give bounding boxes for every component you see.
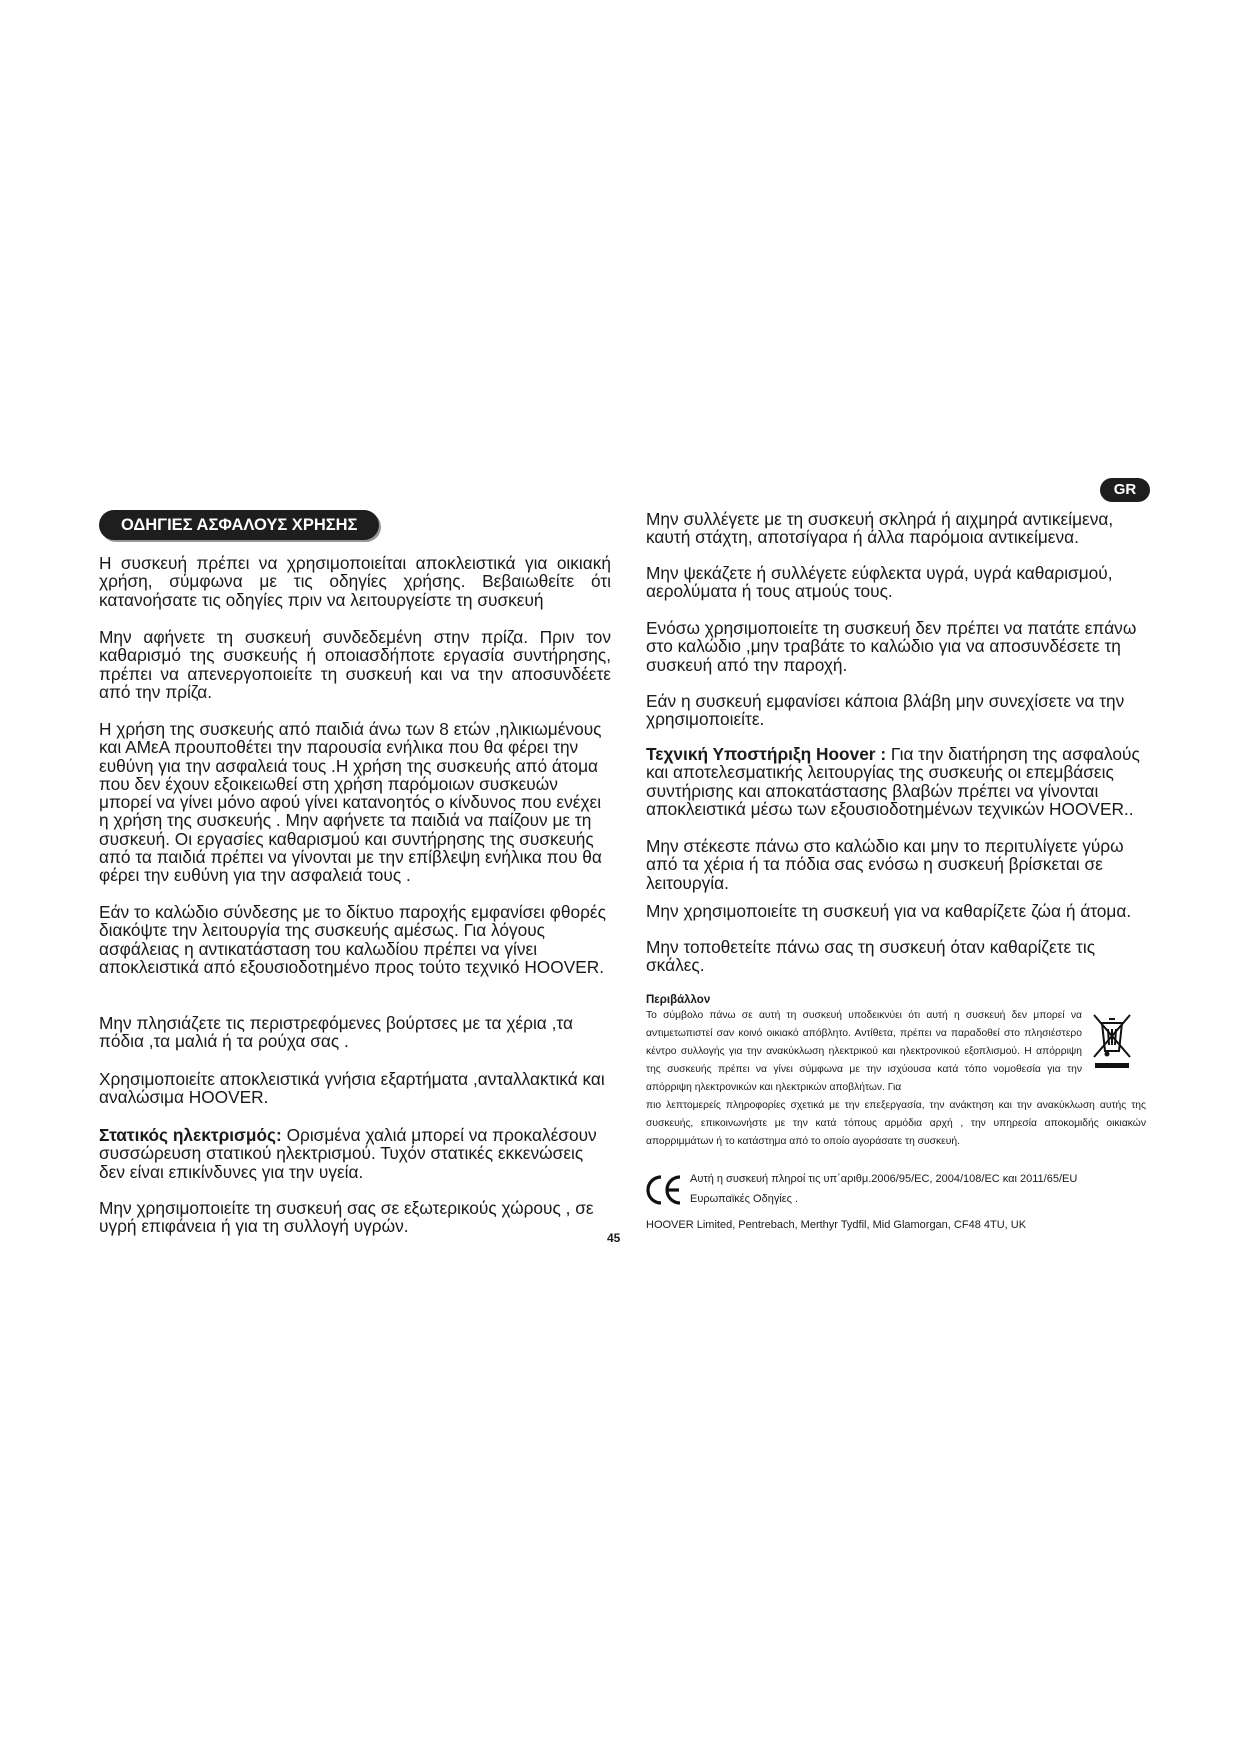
environment-text-a: Το σύμβολο πάνω σε αυτή τη συσκευή υποδεικνύει ότι αυτή η συσκευή δεν μπορεί να αντιμετωπιστεί σαν κοινό οικιακό απόβλητο. Αντίθετα, πρέπει να παραδοθεί στο πλησιέστερο κέντρο συλλογής για την ανακύκλωση ηλεκτρικού και ηλεκτρονικού εξοπλισμού. Η απόρριψη της συσκευής πρέπει να γίνει σύμφωνα με την ισχύουσα κατά τόπο νομοθεσία για την απόρριψη ηλεκτρονικών και ηλεκτρικών αποβλήτων. Για bbox=[646, 1010, 1082, 1093]
paragraph-unplug: Μην αφήνετε τη συσκευή συνδεδεμένη στην πρίζα. Πριν τον καθαρισμό της συσκευής ή οποιασδήποτε εργασία συντήρησης, πρέπει να απενεργοποιείτε τη συσκευή και να την αποσυνδέετε από την πρίζα. bbox=[99, 627, 611, 702]
manufacturer-address: HOOVER Limited, Pentrebach, Merthyr Tydfil, Mid Glamorgan, CF48 4TU, UK bbox=[646, 1219, 1027, 1231]
paragraph-genuine-parts: Χρησιμοποιείτε αποκλειστικά γνήσια εξαρτήματα ,ανταλλακτικά και αναλώσιμα HOOVER. bbox=[99, 1069, 605, 1108]
environment-text-b: πιο λεπτομερείς πληροφορίες σχετικά με την επεξεργασία, την ανάκτηση και την ανακύκλωση αυτής της συσκευής, επικοινωνήστε με την κατά τόπους αρμόδια αρχή , την υπηρεσία αποκομιδής οικιακών απορριμμάτων ή το κατάστημα από το οποίο αγοράσατε τη συσκευή. bbox=[646, 1100, 1146, 1147]
language-badge: GR bbox=[1100, 478, 1150, 502]
ce-compliance-line2: Ευρωπαϊκές Οδηγίες . bbox=[690, 1193, 799, 1205]
page-number: 45 bbox=[607, 1231, 621, 1245]
paragraph-cable-handling: Ενόσω χρησιμοποιείτε τη συσκευή δεν πρέπει να πατάτε επάνω στο καλώδιο ,μην τραβάτε το καλώδιο για να αποσυνδέσετε τη συσκευή από την παροχή. bbox=[646, 618, 1137, 675]
paragraph-sharp-objects: Μην συλλέγετε με τη συσκευή σκληρά ή αιχμηρά αντικείμενα, καυτή στάχτη, αποτσίγαρα ή άλλα παρόμοια αντικείμενα. bbox=[646, 509, 1114, 548]
environment-title: Περιβάλλον bbox=[646, 994, 711, 1006]
paragraph-flammable-liquids: Μην ψεκάζετε ή συλλέγετε εύφλεκτα υγρά, υγρά καθαρισμού, αερολύματα ή τους ατμούς τους. bbox=[646, 563, 1113, 602]
paragraph-static-electricity bbox=[99, 1126, 611, 1181]
paragraph-standing-on-cable: Μην στέκεστε πάνω στο καλώδιο και μην το περιτυλίγετε γύρω από τα χέρια ή τα πόδια σας ενόσω η συσκευή βρίσκεται σε λειτουργία. bbox=[646, 836, 1124, 893]
crossed-out-wheelie-bin-icon bbox=[1090, 1011, 1134, 1069]
paragraph-household-use: Η συσκευή πρέπει να χρησιμοποιείται αποκλειστικά για οικιακή χρήση, σύμφωνα με τις οδηγίες χρήσης. Βεβαιωθείτε ότι κατανοήσατε τις οδηγίες πριν να λειτουργείστε τη συσκευή bbox=[99, 553, 611, 610]
technical-support-label: Τεχνική Υποστήριξη Hoover : bbox=[646, 744, 887, 764]
paragraph-technical-support bbox=[646, 745, 1146, 818]
paragraph-animals-people: Μην χρησιμοποιείτε τη συσκευή για να καθαρίζετε ζώα ή άτομα. bbox=[646, 901, 1132, 921]
paragraph-rotating-brushes: Μην πλησιάζετε τις περιστρεφόμενες βούρτσες με τα χέρια ,τα πόδια ,τα μαλιά ή τα ρούχα σας . bbox=[99, 1013, 573, 1052]
static-electricity-label: Στατικός ηλεκτρισμός: bbox=[99, 1125, 282, 1145]
ce-mark-icon bbox=[644, 1173, 684, 1207]
paragraph-outdoor-use: Μην χρησιμοποιείτε τη συσκευή σας σε εξωτερικούς χώρους , σε υγρή επιφάνεια ή για τη συλλογή υγρών. bbox=[99, 1198, 594, 1237]
paragraph-fault: Εάν η συσκευή εμφανίσει κάποια βλάβη μην συνεχίσετε να την χρησιμοποιείτε. bbox=[646, 691, 1125, 730]
paragraph-damaged-cable: Εάν το καλώδιο σύνδεσης με το δίκτυο παροχής εμφανίσει φθορές διακόψτε την λειτουργία της συσκευής αμέσως. Για λόγους ασφάλειας η αντικατάσταση του καλωδίου πρέπει να γίνει αποκλειστικά από εξουσιοδοτημένο προς τούτο τεχνικό HOOVER. bbox=[99, 902, 606, 977]
technical-support-text: Για την διατήρηση της ασφαλούς και αποτελεσματικής λειτουργίας της συσκευής οι επεμβάσεις συντήρισης και αποκατάστασης βλαβών πρέπει να γίνονται αποκλειστικά μέσω των εξουσιοδοτημένων τεχνικών HOOVER.. bbox=[646, 744, 1140, 819]
paragraph-stairs: Μην τοποθετείτε πάνω σας τη συσκευή όταν καθαρίζετε τις σκάλες. bbox=[646, 937, 1096, 976]
static-electricity-text: Ορισμένα χαλιά μπορεί να προκαλέσουν συσσώρευση στατικού ηλεκτρισμού. Τυχόν στατικές εκκενώσεις δεν είναι επικίνδυνες για την υγεία. bbox=[99, 1125, 597, 1182]
ce-compliance-line1: Αυτή η συσκευή πληροί τις υπ΄αριθμ.2006/95/EC, 2004/108/EC και 2011/65/EU bbox=[690, 1173, 1078, 1185]
paragraph-children: Η χρήση της συσκευής από παιδιά άνω των 8 ετών ,ηλικιωμένους και ΑΜεΑ προυποθέτει την παρουσία ενήλικα που θα φέρει την ευθύνη για την ασφαλειά τους .Η χρήση της συσκευής από άτομα που δεν έχουν εξοικειωθεί στη χρήση παρόμοιων συσκευών μπορεί να γίνει μόνο αφού γίνει κατανοητός ο κίνδυνος που ενέχει η χρήση της συσκευής . Μην αφήνετε τα παιδιά να παίζουν με τη συσκευή. Οι εργασίες καθαρισμού και συντήρησης της συσκευής από τα παιδιά πρέπει να γίνονται με την επίβλεψη ενήλικα που θα φέρει την ευθύνη για την ασφαλειά τους . bbox=[99, 719, 602, 886]
section-title: ΟΔΗΓΙΕΣ ΑΣΦΑΛΟΥΣ ΧΡΗΣΗΣ bbox=[99, 510, 379, 540]
